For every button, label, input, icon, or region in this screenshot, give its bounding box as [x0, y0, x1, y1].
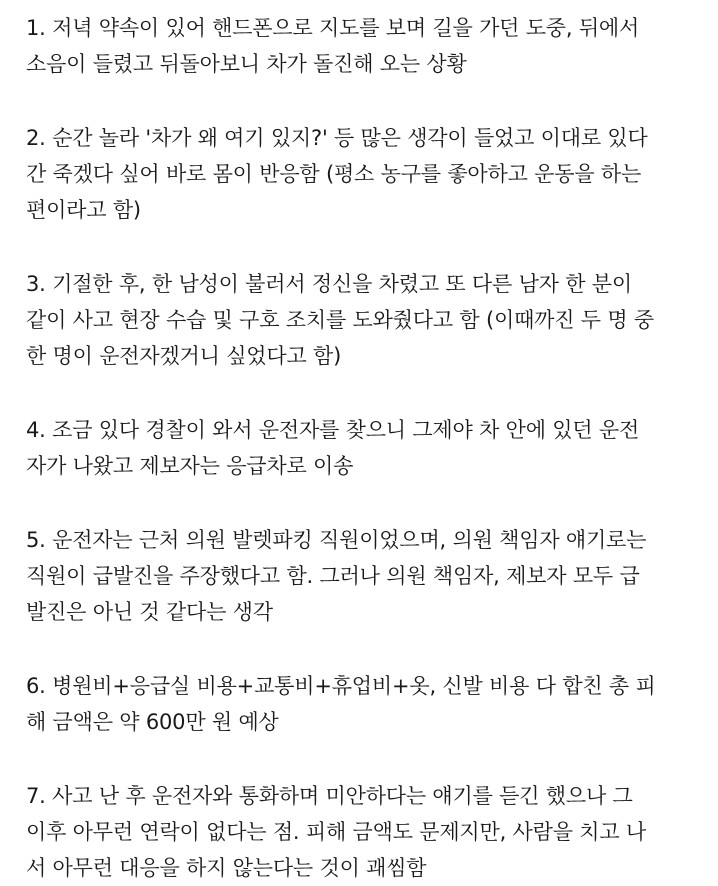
list-item-5: [26, 522, 708, 630]
list-item-6-line-1: 6. 병원비+응급실 비용+교통비+휴업비+옷, 신발 비용 다 합친 총 피: [26, 674, 656, 698]
list-item-1-line-2: 소음이 들렸고 뒤돌아보니 차가 돌진해 오는 상황: [26, 52, 467, 76]
list-item-7-line-2: 이후 아무런 연락이 없다는 점. 피해 금액도 문제지만, 사람을 치고 나: [26, 820, 647, 844]
list-item-3-line-1: 3. 기절한 후, 한 남성이 불러서 정신을 차렸고 또 다른 남자 한 분이: [26, 272, 632, 296]
list-item-3: [26, 266, 708, 374]
list-item-7: [26, 778, 708, 886]
list-item-5-line-3: 발진은 아닌 것 같다는 생각: [26, 600, 273, 624]
list-item-4: [26, 412, 708, 484]
list-item-2-line-2: 간 죽겠다 싶어 바로 몸이 반응함 (평소 농구를 좋아하고 운동을 하는: [26, 162, 642, 186]
list-item-6: [26, 668, 708, 740]
list-item-3-line-2: 같이 사고 현장 수습 및 구호 조치를 도와줬다고 함 (이때까진 두 명 중: [26, 308, 655, 332]
list-item-1: [26, 10, 708, 82]
list-item-5-line-1: 5. 운전자는 근처 의원 발렛파킹 직원이었으며, 의원 책임자 얘기로는: [26, 528, 647, 552]
numbered-list: [26, 10, 708, 886]
list-item-5-line-2: 직원이 급발진을 주장했다고 함. 그러나 의원 책임자, 제보자 모두 급: [26, 564, 640, 588]
list-item-6-line-2: 해 금액은 약 600만 원 예상: [26, 710, 279, 734]
list-item-4-line-1: 4. 조금 있다 경찰이 와서 운전자를 찾으니 그제야 차 안에 있던 운전: [26, 418, 640, 442]
list-item-2-line-1: 2. 순간 놀라 '차가 왜 여기 있지?' 등 많은 생각이 들었고 이대로 있다: [26, 126, 648, 150]
list-item-2: [26, 120, 708, 228]
list-item-7-line-3: 서 아무런 대응을 하지 않는다는 것이 괘씸함: [26, 856, 427, 880]
list-item-7-line-1: 7. 사고 난 후 운전자와 통화하며 미안하다는 얘기를 듣긴 했으나 그: [26, 784, 633, 808]
list-item-3-line-3: 한 명이 운전자겠거니 싶었다고 함): [26, 344, 342, 368]
list-item-1-line-1: 1. 저녁 약속이 있어 핸드폰으로 지도를 보며 길을 가던 도중, 뒤에서: [26, 16, 640, 40]
list-item-2-line-3: 편이라고 함): [26, 198, 141, 222]
list-item-4-line-2: 자가 나왔고 제보자는 응급차로 이송: [26, 454, 354, 478]
